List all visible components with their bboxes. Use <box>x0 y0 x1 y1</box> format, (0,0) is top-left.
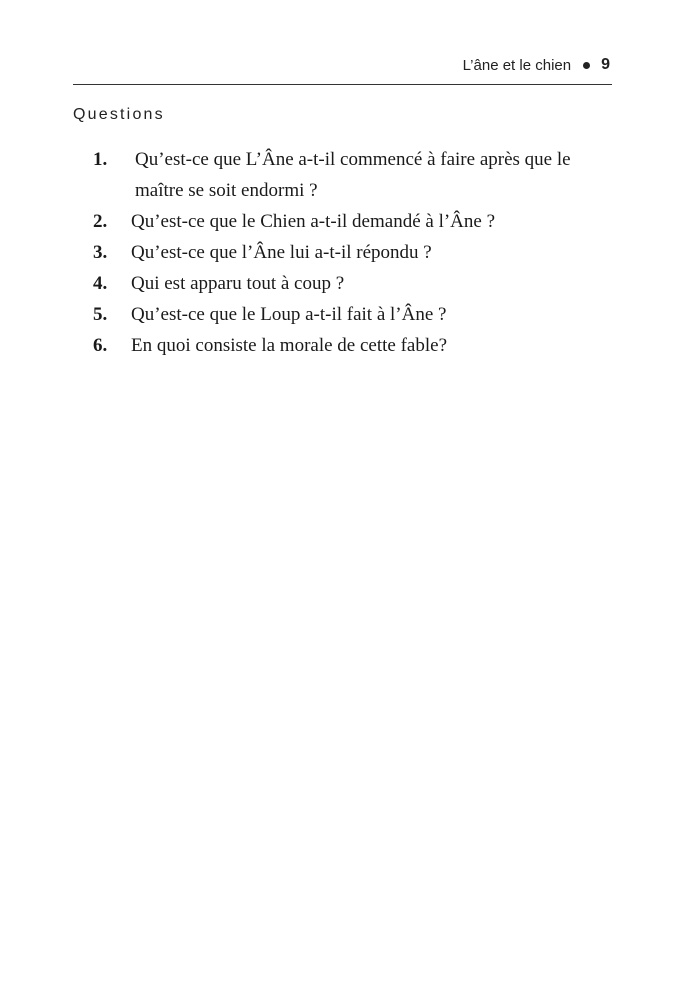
question-item <box>93 268 623 299</box>
question-number: 1. <box>93 149 108 170</box>
question-item <box>93 299 623 330</box>
section-heading: Questions <box>73 106 165 123</box>
question-item <box>93 237 623 268</box>
question-text: Qui est apparu tout à coup ? <box>131 273 345 294</box>
question-text: En quoi consiste la morale de cette fable? <box>131 335 448 356</box>
question-text: Qu’est-ce que L’Âne a-t-il commencé à faire après que le maître se soit endormi ? <box>135 149 571 201</box>
questions-list <box>93 144 623 361</box>
running-header <box>463 56 610 74</box>
question-text: Qu’est-ce que l’Âne lui a-t-il répondu ? <box>131 242 432 263</box>
question-number: 2. <box>93 211 108 232</box>
running-title: L’âne et le chien <box>462 56 572 74</box>
page-number: 9 <box>601 56 610 73</box>
bullet-separator <box>583 62 590 69</box>
question-text: Qu’est-ce que le Chien a-t-il demandé à l’Âne ? <box>131 211 496 232</box>
question-number: 5. <box>93 304 108 325</box>
question-item <box>93 330 623 361</box>
question-number: 6. <box>93 335 108 356</box>
question-item <box>93 206 623 237</box>
question-number: 4. <box>93 273 108 294</box>
question-number: 3. <box>93 242 108 263</box>
question-text: Qu’est-ce que le Loup a-t-il fait à l’Âne ? <box>131 304 447 325</box>
header-rule <box>73 84 612 85</box>
question-item <box>93 144 623 206</box>
